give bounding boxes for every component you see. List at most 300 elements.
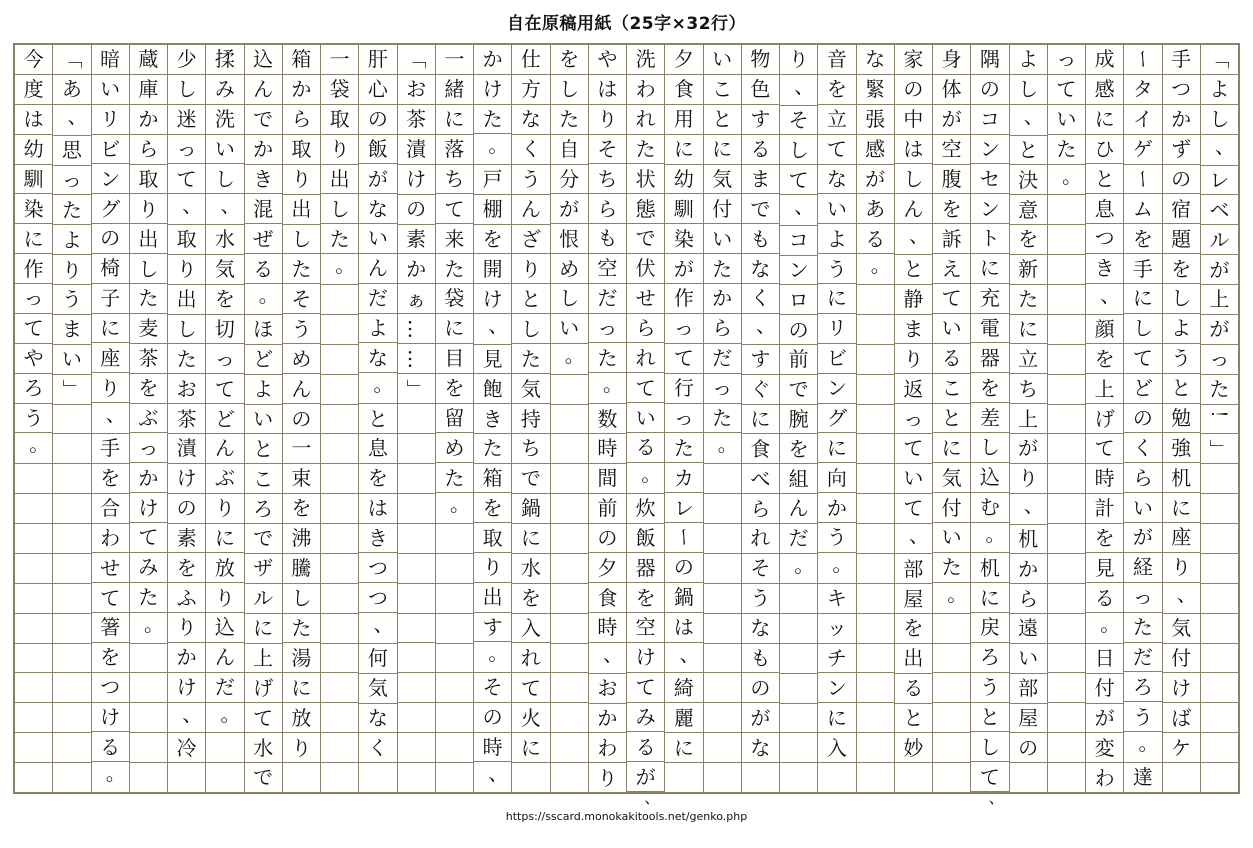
glyph: で [253, 526, 274, 551]
grid-cell [627, 373, 664, 403]
grid-cell [589, 674, 626, 704]
grid-cell [512, 165, 549, 195]
grid-cell [1201, 75, 1238, 105]
grid-cell [1201, 315, 1238, 345]
glyph: 出 [176, 287, 197, 312]
grid-cell [283, 673, 320, 703]
glyph: し [176, 77, 197, 102]
glyph: 空 [597, 256, 618, 281]
glyph: 、 [1176, 581, 1197, 606]
grid-cell [245, 763, 282, 792]
glyph: が [559, 196, 580, 221]
grid-cell [665, 493, 702, 523]
grid-cell [436, 733, 473, 763]
grid-cell [206, 75, 243, 105]
grid-cell [551, 344, 588, 375]
grid-cell [1201, 464, 1238, 494]
grid-cell [283, 75, 320, 105]
glyph: た [329, 226, 350, 251]
grid-cell [857, 105, 894, 135]
grid-cell [474, 254, 511, 284]
grid-cell [321, 434, 358, 464]
grid-cell [1124, 523, 1161, 553]
glyph: く [520, 137, 541, 162]
glyph: 屋 [1018, 705, 1039, 730]
grid-cell [1201, 703, 1238, 733]
grid-cell [53, 434, 90, 464]
glyph: ろ [979, 645, 1000, 670]
grid-cell [245, 554, 282, 584]
grid-cell [321, 554, 358, 584]
glyph: ー [671, 527, 696, 548]
glyph: な [750, 256, 771, 281]
grid-cell [436, 165, 473, 195]
glyph: 座 [100, 345, 121, 370]
grid-cell [283, 494, 320, 524]
glyph: く [1132, 435, 1153, 460]
glyph: ち [1018, 376, 1039, 401]
glyph: 出 [482, 585, 503, 610]
glyph: 向 [826, 465, 847, 490]
grid-cell [1086, 194, 1123, 224]
hanging-punctuation: 、 [988, 788, 1005, 807]
glyph: で [520, 466, 541, 491]
grid-cell [627, 463, 664, 494]
grid-cell [589, 224, 626, 254]
grid-cell [933, 224, 970, 254]
grid-cell [283, 45, 320, 75]
glyph: や [597, 47, 618, 72]
grid-cell [168, 164, 205, 194]
grid-cell [398, 464, 435, 494]
glyph: し [1209, 107, 1230, 132]
grid-cell [359, 45, 396, 75]
grid-cell [53, 494, 90, 524]
glyph: を [979, 375, 1000, 400]
grid-cell [971, 194, 1008, 224]
grid-column [282, 45, 320, 792]
glyph: を [482, 495, 503, 520]
glyph: 」 [59, 379, 84, 400]
grid-cell [168, 464, 205, 494]
grid-cell [436, 105, 473, 135]
grid-cell [359, 763, 396, 792]
grid-cell [1201, 554, 1238, 584]
grid-cell [15, 105, 52, 135]
grid-cell [857, 464, 894, 494]
grid-cell [53, 75, 90, 105]
grid-cell [245, 405, 282, 435]
glyph: て [903, 496, 924, 521]
glyph: な [750, 735, 771, 760]
grid-column [1047, 45, 1085, 792]
grid-cell [1048, 165, 1085, 196]
grid-cell [551, 673, 588, 703]
grid-cell [857, 524, 894, 554]
grid-cell [704, 314, 741, 344]
glyph: け [176, 466, 197, 491]
grid-cell [512, 554, 549, 584]
grid-cell [627, 105, 664, 135]
grid-cell [971, 45, 1008, 75]
grid-cell [1010, 255, 1047, 285]
grid-cell [780, 674, 817, 704]
glyph: っ [1132, 585, 1153, 610]
grid-cell [1048, 135, 1085, 165]
glyph: 「 [404, 49, 429, 70]
grid-cell [818, 135, 855, 165]
grid-cell [665, 463, 702, 493]
grid-cell [857, 375, 894, 405]
grid-cell [1201, 285, 1238, 315]
grid-cell [168, 733, 205, 763]
glyph: り [903, 346, 924, 371]
glyph: て [1094, 436, 1115, 461]
glyph: 。 [603, 372, 623, 397]
grid-cell [245, 224, 282, 254]
grid-cell [665, 523, 702, 553]
grid-cell [1163, 224, 1200, 254]
grid-cell [933, 644, 970, 674]
glyph: の [673, 555, 694, 580]
grid-cell [933, 75, 970, 105]
glyph: の [788, 317, 809, 342]
grid-cell [933, 553, 970, 583]
grid-cell [321, 673, 358, 703]
glyph: る [100, 734, 121, 759]
grid-cell [53, 524, 90, 554]
grid-cell [321, 75, 358, 105]
glyph: の [367, 107, 388, 132]
grid-cell [627, 284, 664, 314]
grid-cell [780, 584, 817, 614]
grid-cell [245, 464, 282, 494]
grid-cell [474, 105, 511, 135]
grid-cell [551, 584, 588, 614]
glyph: い [941, 316, 962, 341]
glyph: む [979, 495, 1000, 520]
glyph: の [750, 675, 771, 700]
grid-cell [1086, 733, 1123, 763]
grid-cell [359, 105, 396, 135]
glyph: ロ [788, 287, 809, 312]
grid-cell [780, 75, 817, 106]
glyph: り [788, 47, 809, 72]
grid-cell [436, 644, 473, 674]
grid-cell [53, 464, 90, 494]
grid-cell [359, 674, 396, 704]
glyph: 、 [1215, 133, 1235, 158]
grid-cell [742, 733, 779, 763]
grid-cell [15, 344, 52, 374]
glyph: に [444, 107, 465, 132]
glyph: た [941, 555, 962, 580]
grid-cell [665, 165, 702, 195]
glyph: 充 [979, 286, 1000, 311]
grid-cell [1124, 702, 1161, 732]
glyph: 状 [635, 166, 656, 191]
glyph: に [750, 406, 771, 431]
grid-cell [1163, 284, 1200, 314]
grid-cell [627, 45, 664, 75]
grid-cell [1124, 643, 1161, 673]
glyph: 食 [597, 585, 618, 610]
grid-cell [474, 762, 511, 792]
grid-cell [551, 284, 588, 314]
glyph: 入 [826, 735, 847, 760]
grid-cell [130, 553, 167, 583]
glyph: た [291, 615, 312, 640]
glyph: た [635, 136, 656, 161]
grid-cell [474, 673, 511, 703]
glyph: 部 [1018, 676, 1039, 701]
grid-cell [857, 405, 894, 435]
grid-cell [283, 614, 320, 644]
glyph: う [750, 586, 771, 611]
glyph: 態 [635, 196, 656, 221]
grid-cell [742, 314, 779, 345]
grid-cell [206, 315, 243, 345]
glyph: る [253, 256, 274, 281]
grid-column [205, 45, 243, 792]
grid-cell [780, 405, 817, 435]
grid-cell [589, 643, 626, 674]
grid-cell [168, 285, 205, 315]
glyph: る [635, 435, 656, 460]
glyph: げ [253, 675, 274, 700]
grid-cell [704, 374, 741, 404]
grid-cell [15, 494, 52, 524]
glyph: だ [1132, 644, 1153, 669]
grid-cell [665, 673, 702, 703]
grid-cell [780, 135, 817, 165]
grid-cell [857, 554, 894, 584]
grid-cell [53, 733, 90, 763]
grid-cell [168, 315, 205, 345]
glyph: 作 [673, 286, 694, 311]
glyph: け [1171, 675, 1192, 700]
grid-cell [780, 763, 817, 792]
glyph: 数 [597, 406, 618, 431]
glyph: ら [1018, 586, 1039, 611]
grid-cell [1086, 315, 1123, 345]
glyph: 勉 [1171, 405, 1192, 430]
glyph: ひ [1094, 136, 1115, 161]
glyph: り [176, 615, 197, 640]
grid-cell [321, 135, 358, 165]
grid-cell [780, 375, 817, 405]
glyph: 手 [1171, 47, 1192, 72]
grid-cell [665, 433, 702, 463]
glyph: な [750, 616, 771, 641]
glyph: 放 [214, 555, 235, 580]
grid-cell [704, 404, 741, 434]
grid-cell [168, 583, 205, 613]
glyph: て [826, 137, 847, 162]
glyph: 入 [520, 615, 541, 640]
grid-cell [857, 254, 894, 285]
glyph: 。 [641, 461, 662, 486]
glyph: 持 [520, 406, 541, 431]
glyph: を [1171, 256, 1192, 281]
glyph: い [941, 525, 962, 550]
glyph: 染 [673, 226, 694, 251]
grid-cell [15, 224, 52, 254]
glyph: し [1132, 316, 1153, 341]
glyph: に [673, 735, 694, 760]
glyph: た [1056, 137, 1077, 162]
glyph: る [865, 226, 886, 251]
grid-cell [512, 584, 549, 614]
grid-cell [895, 524, 932, 555]
glyph: っ [214, 346, 235, 371]
grid-cell [359, 164, 396, 194]
grid-cell [130, 165, 167, 195]
grid-cell [857, 644, 894, 674]
grid-cell [933, 165, 970, 195]
grid-cell [130, 254, 167, 284]
grid-cell [857, 224, 894, 254]
glyph: ム [1132, 196, 1153, 221]
grid-cell [1124, 224, 1161, 254]
glyph: い [1056, 107, 1077, 132]
grid-column [741, 45, 779, 792]
grid-cell [130, 433, 167, 463]
grid-cell [1048, 733, 1085, 763]
grid-cell [1010, 525, 1047, 555]
glyph: つ [367, 555, 388, 580]
glyph: 、 [756, 312, 776, 337]
glyph: ん [520, 197, 541, 222]
grid-cell [1010, 674, 1047, 704]
grid-cell [398, 165, 435, 195]
grid-cell [857, 194, 894, 224]
glyph: 出 [138, 226, 159, 251]
grid-cell [742, 494, 779, 524]
glyph: ン [979, 196, 1000, 221]
glyph: れ [750, 526, 771, 551]
glyph: け [138, 495, 159, 520]
grid-column [856, 45, 894, 792]
grid-cell [971, 703, 1008, 733]
glyph: れ [635, 345, 656, 370]
glyph: 間 [597, 466, 618, 491]
grid-cell [895, 285, 932, 315]
grid-cell [1048, 105, 1085, 135]
glyph: 箱 [291, 47, 312, 72]
grid-column [626, 45, 664, 807]
glyph: よ [1209, 77, 1230, 102]
grid-cell [1201, 405, 1238, 435]
grid-cell [168, 255, 205, 285]
grid-cell [321, 224, 358, 254]
glyph: い [635, 405, 656, 430]
glyph: 、 [794, 73, 815, 98]
glyph: 時 [482, 734, 503, 759]
grid-cell [1086, 583, 1123, 613]
glyph: だ [788, 526, 809, 551]
grid-cell [1048, 225, 1085, 255]
glyph: 。 [1100, 612, 1121, 637]
grid-cell [971, 105, 1008, 135]
grid-cell [1010, 763, 1047, 792]
glyph: 行 [673, 376, 694, 401]
glyph: 見 [1094, 555, 1115, 580]
grid-cell [321, 763, 358, 792]
grid-cell [971, 75, 1008, 105]
grid-cell [780, 434, 817, 464]
glyph: 、 [182, 193, 203, 218]
glyph: 。 [144, 611, 164, 636]
grid-cell [245, 315, 282, 345]
grid-cell [665, 374, 702, 404]
grid-cell [92, 464, 129, 494]
grid-cell [627, 553, 664, 583]
glyph: 「 [59, 49, 84, 70]
grid-cell [512, 374, 549, 404]
grid-cell [206, 434, 243, 464]
glyph: は [903, 136, 924, 161]
glyph: 感 [865, 137, 886, 162]
glyph: た [444, 465, 465, 490]
glyph: く [367, 735, 388, 760]
grid-cell [589, 464, 626, 494]
grid-cell [512, 344, 549, 374]
grid-cell [895, 75, 932, 105]
grid-cell [933, 404, 970, 434]
glyph: が [635, 764, 656, 789]
glyph: 組 [788, 466, 809, 491]
glyph: つ [367, 585, 388, 610]
grid-cell [1048, 703, 1085, 733]
grid-cell [436, 554, 473, 584]
grid-cell [1086, 674, 1123, 704]
grid-cell [359, 583, 396, 613]
grid-cell [245, 584, 282, 614]
glyph: て [979, 764, 1000, 789]
glyph: が [367, 166, 388, 191]
grid-cell [130, 105, 167, 135]
grid-cell [245, 254, 282, 284]
glyph: 、 [909, 223, 929, 248]
grid-cell [130, 703, 167, 733]
glyph: き [253, 166, 274, 191]
grid-cell [818, 703, 855, 733]
grid-cell [283, 105, 320, 135]
grid-cell [704, 45, 741, 75]
grid-cell [742, 763, 779, 792]
glyph: 時 [1094, 466, 1115, 491]
glyph: を [826, 77, 847, 102]
grid-cell [780, 704, 817, 734]
glyph: 洗 [635, 47, 656, 72]
grid-cell [665, 404, 702, 434]
glyph: ほ [253, 317, 274, 342]
grid-cell [551, 105, 588, 135]
glyph: 腕 [788, 406, 809, 431]
glyph: 身 [941, 47, 962, 72]
grid-cell [971, 553, 1008, 583]
glyph: 色 [750, 77, 771, 102]
glyph: 少 [176, 47, 197, 72]
glyph: か [712, 286, 733, 311]
grid-cell [206, 374, 243, 404]
grid-cell [742, 434, 779, 464]
glyph: を [482, 226, 503, 251]
glyph: で [253, 107, 274, 132]
grid-cell [512, 673, 549, 703]
glyph: 染 [23, 196, 44, 221]
